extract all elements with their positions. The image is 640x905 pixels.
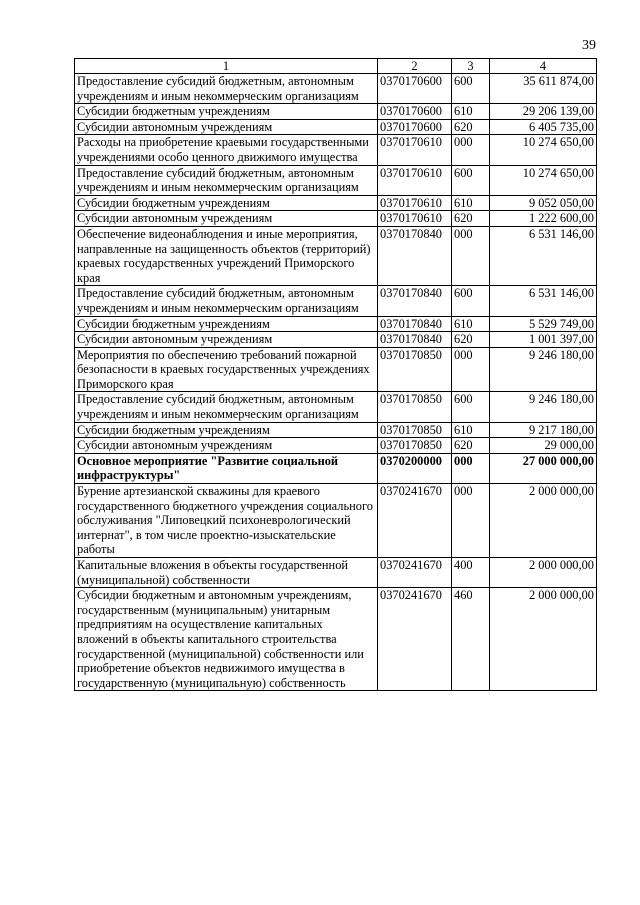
table-row [75,165,597,195]
row-amount-cell: 29 000,00 [490,438,597,454]
row-type-cell: 400 [452,558,490,588]
row-code-cell: 0370170610 [378,135,452,165]
table-row [75,104,597,120]
row-amount-cell: 1 001 397,00 [490,332,597,348]
row-code-cell: 0370170840 [378,332,452,348]
row-name-cell: Субсидии автономным учреждениям [75,211,378,227]
budget-table [74,58,597,691]
row-type-cell: 620 [452,211,490,227]
row-name-cell: Основное мероприятие "Развитие социальной инфраструктуры" [75,453,378,483]
row-name-cell: Субсидии бюджетным учреждениям [75,104,378,120]
row-code-cell: 0370170850 [378,392,452,422]
row-type-cell: 600 [452,392,490,422]
row-name-cell: Субсидии автономным учреждениям [75,438,378,454]
row-amount-cell: 2 000 000,00 [490,484,597,558]
row-name-cell: Предоставление субсидий бюджетным, автономным учреждениям и иным некоммерческим организациям [75,74,378,104]
row-name-cell: Капитальные вложения в объекты государственной (муниципальной) собственности [75,558,378,588]
row-type-cell: 610 [452,104,490,120]
row-type-cell: 620 [452,438,490,454]
row-amount-cell: 5 529 749,00 [490,316,597,332]
row-name-cell: Предоставление субсидий бюджетным, автономным учреждениям и иным некоммерческим организациям [75,392,378,422]
row-code-cell: 0370170850 [378,422,452,438]
row-code-cell: 0370241670 [378,558,452,588]
table-row [75,226,597,285]
header-col-1: 1 [75,59,378,74]
header-col-2: 2 [378,59,452,74]
row-amount-cell: 6 405 735,00 [490,119,597,135]
row-name-cell: Предоставление субсидий бюджетным, автономным учреждениям и иным некоммерческим организациям [75,286,378,316]
row-code-cell: 0370170600 [378,74,452,104]
row-type-cell: 600 [452,165,490,195]
row-amount-cell: 2 000 000,00 [490,558,597,588]
row-code-cell: 0370170840 [378,316,452,332]
row-type-cell: 620 [452,119,490,135]
row-amount-cell: 9 217 180,00 [490,422,597,438]
row-amount-cell: 9 246 180,00 [490,392,597,422]
row-type-cell: 600 [452,74,490,104]
row-name-cell: Расходы на приобретение краевыми государственными учреждениями особо ценного движимого имущества [75,135,378,165]
table-row [75,74,597,104]
table-row [75,286,597,316]
table-row [75,438,597,454]
table-row [75,332,597,348]
row-code-cell: 0370170610 [378,211,452,227]
row-name-cell: Субсидии бюджетным учреждениям [75,195,378,211]
row-amount-cell: 10 274 650,00 [490,135,597,165]
row-type-cell: 000 [452,484,490,558]
row-amount-cell: 9 246 180,00 [490,347,597,392]
row-code-cell: 0370170600 [378,104,452,120]
row-amount-cell: 6 531 146,00 [490,226,597,285]
table-header-row [75,59,597,74]
table-row [75,588,597,691]
table-row [75,211,597,227]
row-code-cell: 0370170610 [378,195,452,211]
row-amount-cell: 9 052 050,00 [490,195,597,211]
table-row [75,119,597,135]
page-number: 39 [582,38,596,53]
row-type-cell: 600 [452,286,490,316]
table-row [75,392,597,422]
row-name-cell: Мероприятия по обеспечению требований пожарной безопасности в краевых государственных учреждениях Приморского края [75,347,378,392]
header-col-4: 4 [490,59,597,74]
row-name-cell: Обеспечение видеонаблюдения и иные мероприятия, направленные на защищенность объектов (территорий) краевых государственных учреждений Приморского края [75,226,378,285]
row-code-cell: 0370170850 [378,347,452,392]
row-amount-cell: 2 000 000,00 [490,588,597,691]
row-type-cell: 610 [452,195,490,211]
table-row [75,558,597,588]
row-type-cell: 460 [452,588,490,691]
table-row [75,347,597,392]
header-col-3: 3 [452,59,490,74]
row-amount-cell: 1 222 600,00 [490,211,597,227]
row-name-cell: Субсидии бюджетным учреждениям [75,422,378,438]
row-name-cell: Субсидии автономным учреждениям [75,332,378,348]
row-code-cell: 0370170600 [378,119,452,135]
row-code-cell: 0370170840 [378,286,452,316]
table-row [75,484,597,558]
row-type-cell: 610 [452,316,490,332]
row-amount-cell: 10 274 650,00 [490,165,597,195]
row-type-cell: 620 [452,332,490,348]
table-row [75,135,597,165]
row-name-cell: Субсидии бюджетным и автономным учреждениям, государственным (муниципальным) унитарным предприятиям на осуществление капитальных вложений в объекты капитального строительства государственной (муниципальной) собственности или приобретение объектов недвижимого имущества в государственную (муниципальную) собственность [75,588,378,691]
row-amount-cell: 6 531 146,00 [490,286,597,316]
table-row [75,195,597,211]
row-name-cell: Субсидии бюджетным учреждениям [75,316,378,332]
table-row [75,316,597,332]
table-row [75,422,597,438]
row-type-cell: 610 [452,422,490,438]
row-code-cell: 0370200000 [378,453,452,483]
row-code-cell: 0370170840 [378,226,452,285]
row-name-cell: Субсидии автономным учреждениям [75,119,378,135]
row-code-cell: 0370170850 [378,438,452,454]
table-row [75,453,597,483]
row-code-cell: 0370241670 [378,588,452,691]
row-type-cell: 000 [452,135,490,165]
row-type-cell: 000 [452,226,490,285]
row-amount-cell: 29 206 139,00 [490,104,597,120]
row-name-cell: Бурение артезианской скважины для краевого государственного бюджетного учреждения социального обслуживания "Липовецкий психоневрологический интернат", в том числе проектно-изыскательские работы [75,484,378,558]
row-code-cell: 0370241670 [378,484,452,558]
row-code-cell: 0370170610 [378,165,452,195]
row-type-cell: 000 [452,453,490,483]
row-amount-cell: 27 000 000,00 [490,453,597,483]
row-type-cell: 000 [452,347,490,392]
row-amount-cell: 35 611 874,00 [490,74,597,104]
row-name-cell: Предоставление субсидий бюджетным, автономным учреждениям и иным некоммерческим организациям [75,165,378,195]
